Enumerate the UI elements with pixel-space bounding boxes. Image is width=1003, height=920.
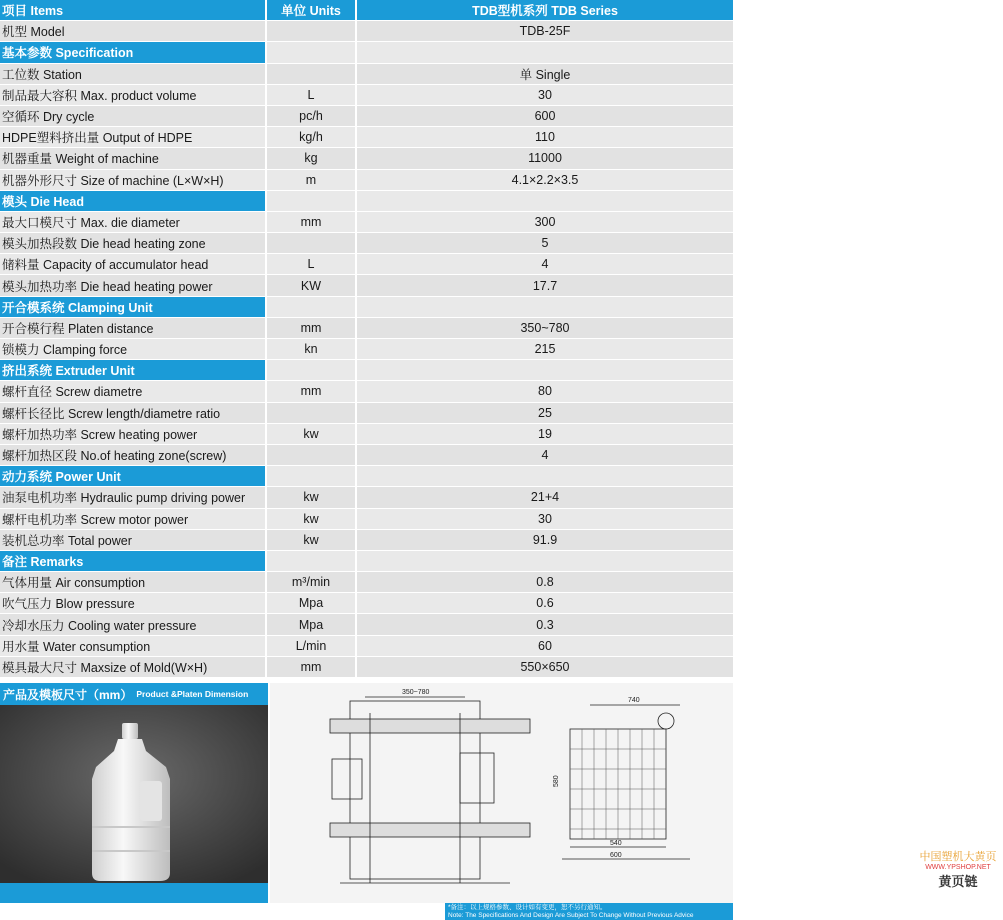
row-value: 19 [357, 424, 733, 444]
row-unit [267, 403, 355, 423]
table-row [0, 636, 733, 657]
section-filler [267, 360, 355, 380]
table-row [0, 148, 733, 169]
row-unit [267, 64, 355, 84]
section-filler [357, 466, 733, 486]
table-row [0, 530, 733, 551]
section-filler [357, 360, 733, 380]
bottle-image [0, 705, 268, 883]
row-value: 215 [357, 339, 733, 359]
row-unit: m [267, 170, 355, 190]
row-unit: kw [267, 530, 355, 550]
section-header [0, 551, 733, 572]
row-label: 模具最大尺寸 Maxsize of Mold(W×H) [0, 657, 265, 677]
row-unit: pc/h [267, 106, 355, 126]
table-row [0, 381, 733, 402]
note-cn: *备注：以上规格参数、设计如有变更，恕不另行通知。 [448, 904, 607, 911]
row-value: TDB-25F [357, 21, 733, 41]
section-title: 备注 Remarks [0, 551, 265, 571]
row-value: 80 [357, 381, 733, 401]
section-filler [267, 551, 355, 571]
row-unit [267, 445, 355, 465]
row-value: 0.3 [357, 614, 733, 634]
row-unit: L [267, 85, 355, 105]
row-value: 5 [357, 233, 733, 253]
row-unit: Mpa [267, 593, 355, 613]
row-label: 螺杆长径比 Screw length/diametre ratio [0, 403, 265, 423]
table-row [0, 593, 733, 614]
dim-height: 580 [553, 775, 560, 787]
row-value: 350~780 [357, 318, 733, 338]
row-unit: mm [267, 212, 355, 232]
row-value: 17.7 [357, 275, 733, 295]
section-header [0, 191, 733, 212]
row-value: 30 [357, 509, 733, 529]
table-row [0, 487, 733, 508]
row-value: 550×650 [357, 657, 733, 677]
table-row [0, 614, 733, 635]
watermark [913, 848, 1003, 890]
row-value: 4.1×2.2×3.5 [357, 170, 733, 190]
row-value: 0.6 [357, 593, 733, 613]
table-row [0, 85, 733, 106]
section-header [0, 466, 733, 487]
table-row [0, 254, 733, 275]
row-label: 锁模力 Clamping force [0, 339, 265, 359]
section-filler [267, 191, 355, 211]
row-unit [267, 21, 355, 41]
photo-section-title [0, 683, 268, 705]
table-row [0, 445, 733, 466]
header-units: 单位 Units [267, 0, 355, 20]
photo-title-cn: 产品及模板尺寸（mm） [3, 687, 133, 702]
table-row [0, 170, 733, 191]
table-row [0, 318, 733, 339]
row-value: 11000 [357, 148, 733, 168]
row-value: 30 [357, 85, 733, 105]
section-title: 模头 Die Head [0, 191, 265, 211]
dim-width: 740 [628, 697, 640, 704]
dimension-section [0, 683, 997, 920]
technical-drawing [270, 683, 733, 903]
row-label: 用水量 Water consumption [0, 636, 265, 656]
section-title: 基本参数 Specification [0, 42, 265, 62]
row-value: 4 [357, 254, 733, 274]
row-label: 螺杆加热功率 Screw heating power [0, 424, 265, 444]
section-header [0, 42, 733, 63]
row-value: 25 [357, 403, 733, 423]
row-label: HDPE塑料挤出量 Output of HDPE [0, 127, 265, 147]
section-filler [357, 42, 733, 62]
section-header [0, 360, 733, 381]
section-filler [357, 551, 733, 571]
row-unit: kw [267, 509, 355, 529]
row-label: 开合模行程 Platen distance [0, 318, 265, 338]
row-label: 螺杆电机功率 Screw motor power [0, 509, 265, 529]
dim-outer-width: 600 [610, 852, 622, 859]
section-filler [357, 297, 733, 317]
row-value: 4 [357, 445, 733, 465]
row-value: 单 Single [357, 64, 733, 84]
table-row [0, 233, 733, 254]
table-row [0, 127, 733, 148]
row-label: 油泵电机功率 Hydraulic pump driving power [0, 487, 265, 507]
table-row [0, 275, 733, 296]
row-unit: m³/min [267, 572, 355, 592]
section-filler [357, 191, 733, 211]
table-row [0, 339, 733, 360]
row-label: 螺杆加热区段 No.of heating zone(screw) [0, 445, 265, 465]
model-row [0, 21, 733, 42]
section-filler [267, 466, 355, 486]
row-unit: mm [267, 657, 355, 677]
table-header [0, 0, 733, 21]
row-label: 模头加热功率 Die head heating power [0, 275, 265, 295]
row-label: 吹气压力 Blow pressure [0, 593, 265, 613]
table-row [0, 212, 733, 233]
row-unit: mm [267, 318, 355, 338]
table-row [0, 403, 733, 424]
row-label: 螺杆直径 Screw diametre [0, 381, 265, 401]
row-label: 机型 Model [0, 21, 265, 41]
note-en: Note: The Specifications And Design Are Subject To Change Without Previous Advice [448, 911, 694, 919]
photo-title-en: Product &Platen Dimension [136, 689, 249, 699]
row-unit: kw [267, 487, 355, 507]
row-value: 300 [357, 212, 733, 232]
footer-note [445, 903, 733, 920]
row-unit: mm [267, 381, 355, 401]
row-unit: kn [267, 339, 355, 359]
row-unit: L/min [267, 636, 355, 656]
table-row [0, 657, 733, 678]
platen-drawing [270, 683, 997, 903]
section-filler [267, 297, 355, 317]
dim-inner-width: 540 [610, 840, 622, 847]
row-unit: kg [267, 148, 355, 168]
row-label: 装机总功率 Total power [0, 530, 265, 550]
row-value: 91.9 [357, 530, 733, 550]
photo-footer-strip [0, 883, 268, 903]
row-value: 600 [357, 106, 733, 126]
table-row [0, 509, 733, 530]
section-title: 开合模系统 Clamping Unit [0, 297, 265, 317]
row-label: 模头加热段数 Die head heating zone [0, 233, 265, 253]
row-unit [267, 233, 355, 253]
row-unit: Mpa [267, 614, 355, 634]
section-header [0, 297, 733, 318]
row-label: 储料量 Capacity of accumulator head [0, 254, 265, 274]
row-value: 21+4 [357, 487, 733, 507]
section-title: 挤出系统 Extruder Unit [0, 360, 265, 380]
dim-platen-distance: 350~780 [402, 689, 430, 696]
row-label: 机器重量 Weight of machine [0, 148, 265, 168]
section-filler [267, 42, 355, 62]
row-value: 0.8 [357, 572, 733, 592]
row-unit: kw [267, 424, 355, 444]
row-label: 最大口模尺寸 Max. die diameter [0, 212, 265, 232]
row-value: 60 [357, 636, 733, 656]
watermark-url: WWW.YPSHOP.NET [925, 864, 991, 871]
row-label: 工位数 Station [0, 64, 265, 84]
table-row [0, 64, 733, 85]
section-title: 动力系统 Power Unit [0, 466, 265, 486]
row-unit: L [267, 254, 355, 274]
watermark-cn: 中国塑机大黄页 [919, 851, 997, 863]
product-photo [0, 705, 268, 883]
row-unit: KW [267, 275, 355, 295]
row-label: 机器外形尺寸 Size of machine (L×W×H) [0, 170, 265, 190]
row-label: 空循环 Dry cycle [0, 106, 265, 126]
row-value: 110 [357, 127, 733, 147]
watermark-brand: 黄页链 [938, 874, 978, 889]
table-row [0, 106, 733, 127]
row-label: 冷却水压力 Cooling water pressure [0, 614, 265, 634]
header-series: TDB型机系列 TDB Series [357, 0, 733, 20]
table-row [0, 424, 733, 445]
row-label: 气体用量 Air consumption [0, 572, 265, 592]
table-row [0, 572, 733, 593]
row-unit: kg/h [267, 127, 355, 147]
header-items: 项目 Items [0, 0, 265, 20]
row-label: 制品最大容积 Max. product volume [0, 85, 265, 105]
